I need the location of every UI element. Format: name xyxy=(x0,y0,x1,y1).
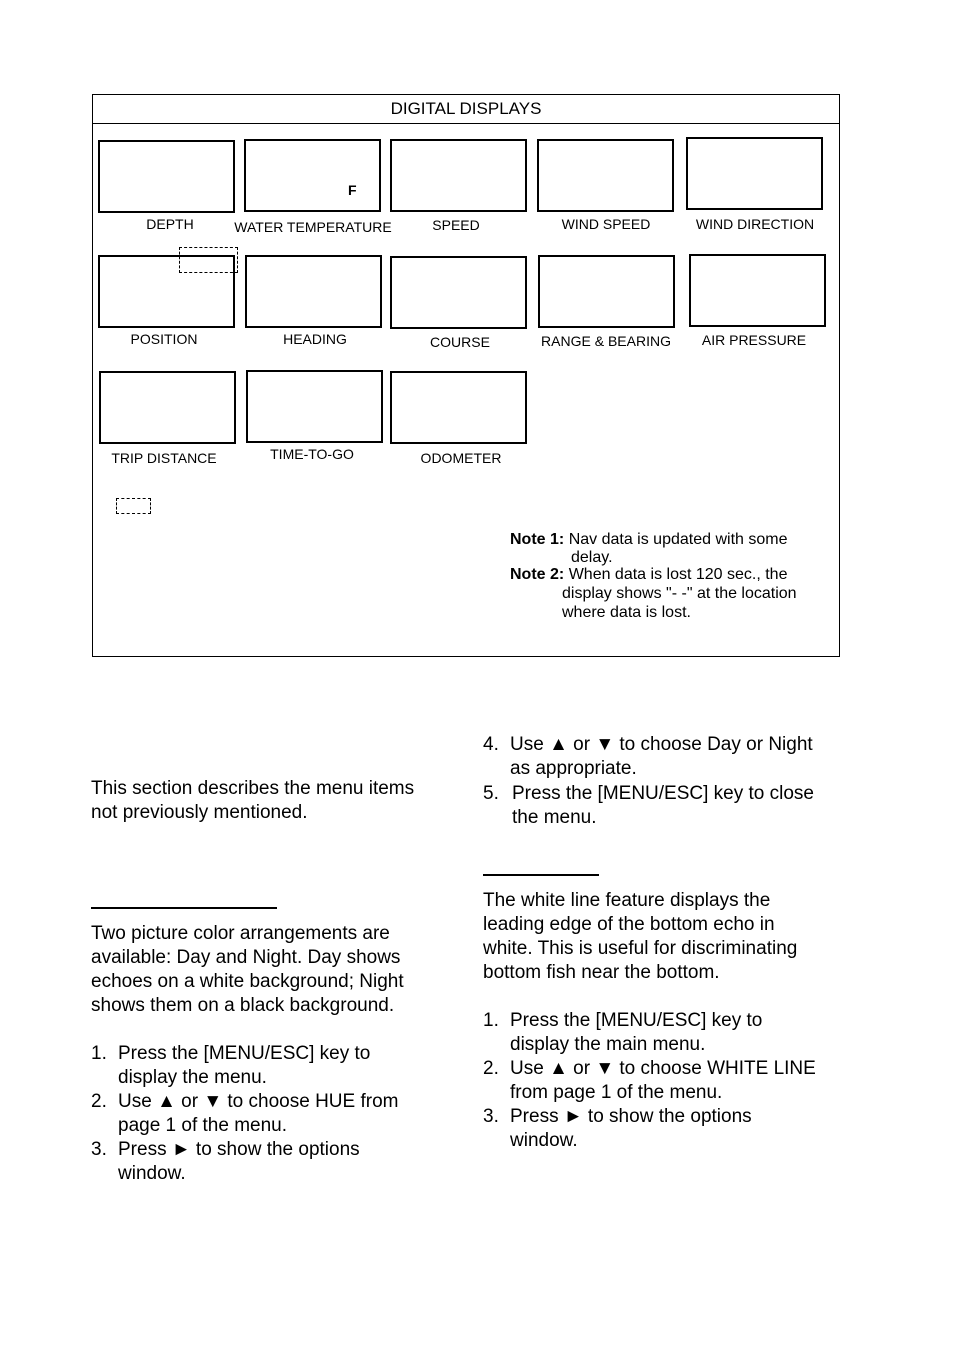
step-text: Use ▲ or ▼ to choose WHITE LINE xyxy=(510,1058,816,1079)
course-label: COURSE xyxy=(430,334,490,350)
step-number: 1. xyxy=(91,1043,107,1064)
air-pressure-label: AIR PRESSURE xyxy=(701,332,807,348)
step-text: Use ▲ or ▼ to choose HUE from xyxy=(118,1091,399,1112)
white-line-para-line-1: The white line feature displays the xyxy=(483,890,771,911)
hue-para-line-3: echoes on a white background; Night xyxy=(91,971,404,992)
step-number: 2. xyxy=(91,1091,107,1112)
note-2 xyxy=(510,566,787,584)
odometer-display xyxy=(390,371,527,444)
note-2-cont-1: display shows "- -" at the location xyxy=(562,585,797,602)
step-number: 3. xyxy=(483,1106,499,1127)
hue-para-line-1: Two picture color arrangements are xyxy=(91,923,390,944)
white-line-para-line-2: leading edge of the bottom echo in xyxy=(483,914,775,935)
white-line-step-3 xyxy=(483,1105,843,1153)
note-1-text: Nav data is updated with some xyxy=(568,531,788,548)
white-line-para-line-4: bottom fish near the bottom. xyxy=(483,962,720,983)
wind-direction-display xyxy=(686,137,823,210)
trip-distance-label: TRIP DISTANCE xyxy=(111,450,217,466)
step-text-cont: display the main menu. xyxy=(510,1034,706,1055)
intro-line-1: This section describes the menu items xyxy=(91,778,415,799)
step-text: Press ► to show the options xyxy=(510,1106,752,1127)
note-1 xyxy=(510,531,787,549)
white-line-step-1 xyxy=(483,1009,843,1057)
position-label: POSITION xyxy=(130,331,198,347)
step-number: 1. xyxy=(483,1010,499,1031)
hue-heading-rule xyxy=(91,907,277,909)
depth-display xyxy=(98,140,235,213)
step-number: 2. xyxy=(483,1058,499,1079)
note-2-cont-2: where data is lost. xyxy=(562,604,691,621)
step-text: Use ▲ or ▼ to choose Day or Night xyxy=(510,734,813,755)
water-temp-unit: F xyxy=(348,182,357,198)
time-to-go-display xyxy=(246,370,383,443)
hue-para-line-4: shows them on a black background. xyxy=(91,995,395,1016)
step-text-cont: display the menu. xyxy=(118,1067,267,1088)
range-bearing-label: RANGE & BEARING xyxy=(541,333,671,349)
white-line-step-2 xyxy=(483,1057,843,1105)
step-text-cont: window. xyxy=(118,1163,186,1184)
wind-speed-label: WIND SPEED xyxy=(561,216,651,232)
air-pressure-display xyxy=(689,254,826,327)
step-number: 4. xyxy=(483,734,499,755)
white-line-para-line-3: white. This is useful for discriminating xyxy=(483,938,798,959)
step-number: 3. xyxy=(91,1139,107,1160)
note-1-label: Note 1: xyxy=(510,531,565,548)
hue-step-3 xyxy=(91,1138,431,1186)
water-temperature-display xyxy=(244,139,381,212)
step-text-cont: from page 1 of the menu. xyxy=(510,1082,723,1103)
speed-label: SPEED xyxy=(432,217,480,233)
step-text: Press the [MENU/ESC] key to xyxy=(510,1010,763,1031)
heading-label: HEADING xyxy=(283,331,347,347)
step-text-cont: window. xyxy=(510,1130,578,1151)
note-1-cont: delay. xyxy=(571,549,613,566)
step-text-cont: page 1 of the menu. xyxy=(118,1115,288,1136)
note-2-label: Note 2: xyxy=(510,566,565,583)
intro-line-2: not previously mentioned. xyxy=(91,802,308,823)
note-2-text: When data is lost 120 sec., the xyxy=(568,566,788,583)
step-text: Press ► to show the options xyxy=(118,1139,360,1160)
figure-title: DIGITAL DISPLAYS xyxy=(93,95,839,124)
hue-step-1 xyxy=(91,1042,431,1090)
position-display xyxy=(98,255,235,328)
range-bearing-display xyxy=(538,255,675,328)
course-display xyxy=(390,256,527,329)
speed-display xyxy=(390,139,527,212)
step-text: Press the [MENU/ESC] key to close xyxy=(512,783,814,804)
hue-step-5 xyxy=(483,782,843,830)
step-number: 5. xyxy=(483,783,499,804)
wind-direction-label: WIND DIRECTION xyxy=(695,216,815,232)
hue-para-line-2: available: Day and Night. Day shows xyxy=(91,947,401,968)
white-line-heading-rule xyxy=(483,874,599,876)
depth-label: DEPTH xyxy=(146,216,194,232)
step-text-cont: as appropriate. xyxy=(510,758,637,779)
wind-speed-display xyxy=(537,139,674,212)
odometer-label: ODOMETER xyxy=(420,450,502,466)
dashed-marker-small xyxy=(116,498,151,514)
water-temperature-label: WATER TEMPERATURE xyxy=(234,219,392,235)
step-text: Press the [MENU/ESC] key to xyxy=(118,1043,371,1064)
time-to-go-label: TIME-TO-GO xyxy=(270,446,354,462)
heading-display xyxy=(245,255,382,328)
step-text-cont: the menu. xyxy=(512,807,597,828)
trip-distance-display xyxy=(99,371,236,444)
hue-step-4 xyxy=(483,733,843,781)
hue-step-2 xyxy=(91,1090,431,1138)
